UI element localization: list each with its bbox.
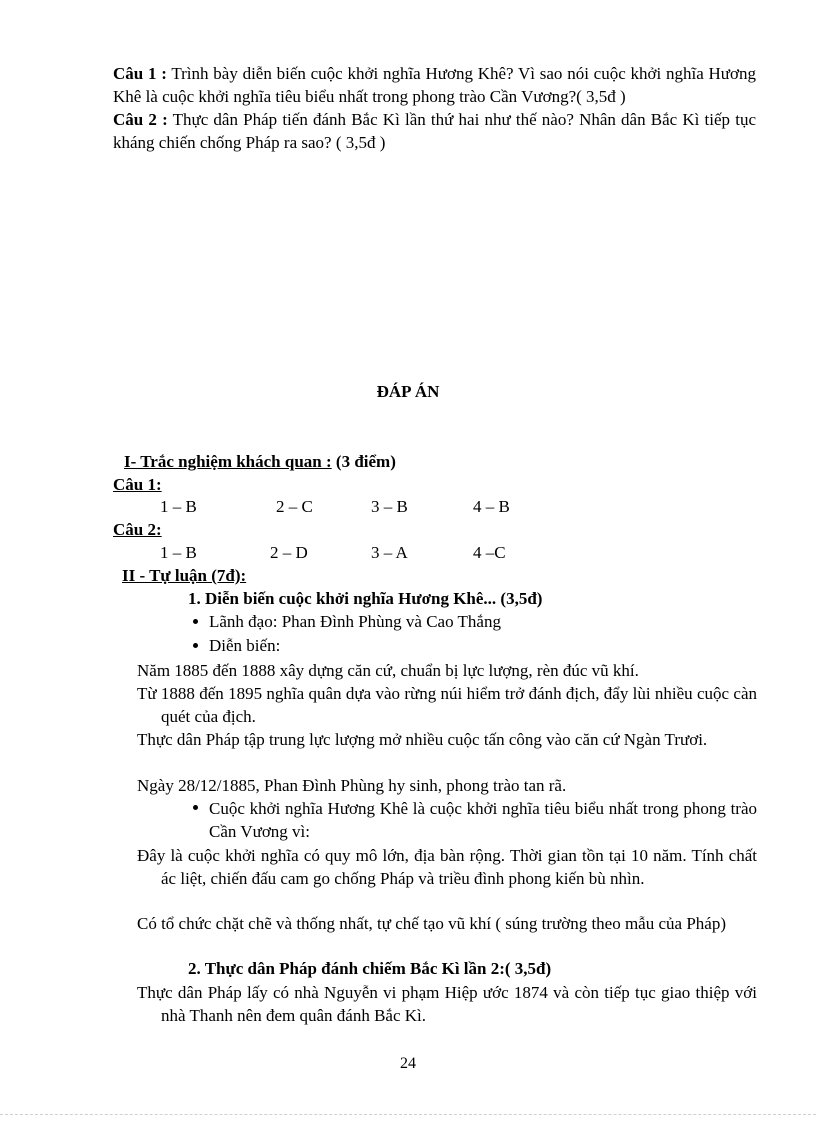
- bullet-icon: [193, 643, 198, 648]
- question-2: [113, 108, 756, 154]
- part-1-heading: [124, 451, 396, 473]
- cau-1-answer-4: 4 – B: [473, 497, 510, 516]
- part-1-label: I- Trắc nghiệm khách quan :: [124, 452, 332, 471]
- bullet-icon: [193, 619, 198, 624]
- question-1-label: Câu 1 :: [113, 64, 167, 83]
- page-number: 24: [400, 1055, 416, 1072]
- bullet-progress: Diễn biến:: [209, 636, 281, 655]
- essay-paragraph-4: Ngày 28/12/1885, Phan Đình Phùng hy sinh, phong trào tan rã.: [137, 776, 567, 795]
- essay-paragraph-2: Từ 1888 đến 1895 nghĩa quân dựa vào rừng núi hiểm trở đánh địch, đẩy lùi nhiều cuộc càn quét của địch.: [137, 684, 757, 726]
- essay-heading-2: 2. Thực dân Pháp đánh chiếm Bắc Kì lần 2:( 3,5đ): [188, 959, 552, 978]
- part-2-heading: II - Tự luận (7đ):: [122, 566, 247, 585]
- answer-key-title: ĐÁP ÁN: [376, 382, 440, 401]
- bullet-leadership: Lãnh đạo: Phan Đình Phùng và Cao Thắng: [209, 612, 501, 631]
- essay-heading-1: 1. Diễn biến cuộc khởi nghĩa Hương Khê... (3,5đ): [188, 589, 543, 608]
- part-1-points: (3 điểm): [331, 452, 396, 471]
- question-1-text: Trình bày diễn biến cuộc khởi nghĩa Hương Khê? Vì sao nói cuộc khởi nghĩa Hương Khê là cuộc khởi nghĩa tiêu biểu nhất trong phong trào Cần Vương?( 3,5đ ): [113, 64, 756, 106]
- question-2-label: Câu 2 :: [113, 110, 168, 129]
- cau-1-answer-3: 3 – B: [371, 497, 408, 516]
- page-bottom-divider: [0, 1114, 816, 1115]
- cau-2-answer-3: 3 – A: [371, 543, 408, 562]
- cau-1-answer-2: 2 – C: [276, 497, 313, 516]
- bullet-typical-uprising: Cuộc khởi nghĩa Hương Khê là cuộc khởi nghĩa tiêu biểu nhất trong phong trào Cần Vương vì:: [209, 799, 757, 841]
- essay-paragraph-1: Năm 1885 đến 1888 xây dựng căn cứ, chuẩn bị lực lượng, rèn đúc vũ khí.: [137, 661, 639, 680]
- essay-paragraph-6: Có tổ chức chặt chẽ và thống nhất, tự chế tạo vũ khí ( súng trường theo mẫu của Pháp): [137, 914, 726, 933]
- essay-paragraph-3: Thực dân Pháp tập trung lực lượng mở nhiều cuộc tấn công vào căn cứ Ngàn Trươi.: [137, 730, 708, 749]
- cau-2-answer-4: 4 –C: [473, 543, 506, 562]
- cau-1-answer-1: 1 – B: [160, 497, 197, 516]
- essay-paragraph-5: Đây là cuộc khởi nghĩa có quy mô lớn, địa bàn rộng. Thời gian tồn tại 10 năm. Tính chất ác liệt, chiến đấu cam go chống Pháp và triều đình phong kiến bù nhìn.: [137, 846, 757, 888]
- question-2-text: Thực dân Pháp tiến đánh Bắc Kì lần thứ hai như thế nào? Nhân dân Bắc Kì tiếp tục kháng chiến chống Pháp ra sao? ( 3,5đ ): [113, 110, 756, 152]
- question-1: [113, 62, 756, 108]
- cau-2-label: Câu 2:: [113, 520, 162, 539]
- bullet-icon: [193, 805, 198, 810]
- essay-paragraph-7: Thực dân Pháp lấy có nhà Nguyễn vi phạm Hiệp ước 1874 và còn tiếp tục giao thiệp với nhà Thanh nên đem quân đánh Bắc Kì.: [137, 983, 757, 1025]
- cau-2-answer-2: 2 – D: [270, 543, 308, 562]
- cau-1-label: Câu 1:: [113, 475, 162, 494]
- cau-2-answer-1: 1 – B: [160, 543, 197, 562]
